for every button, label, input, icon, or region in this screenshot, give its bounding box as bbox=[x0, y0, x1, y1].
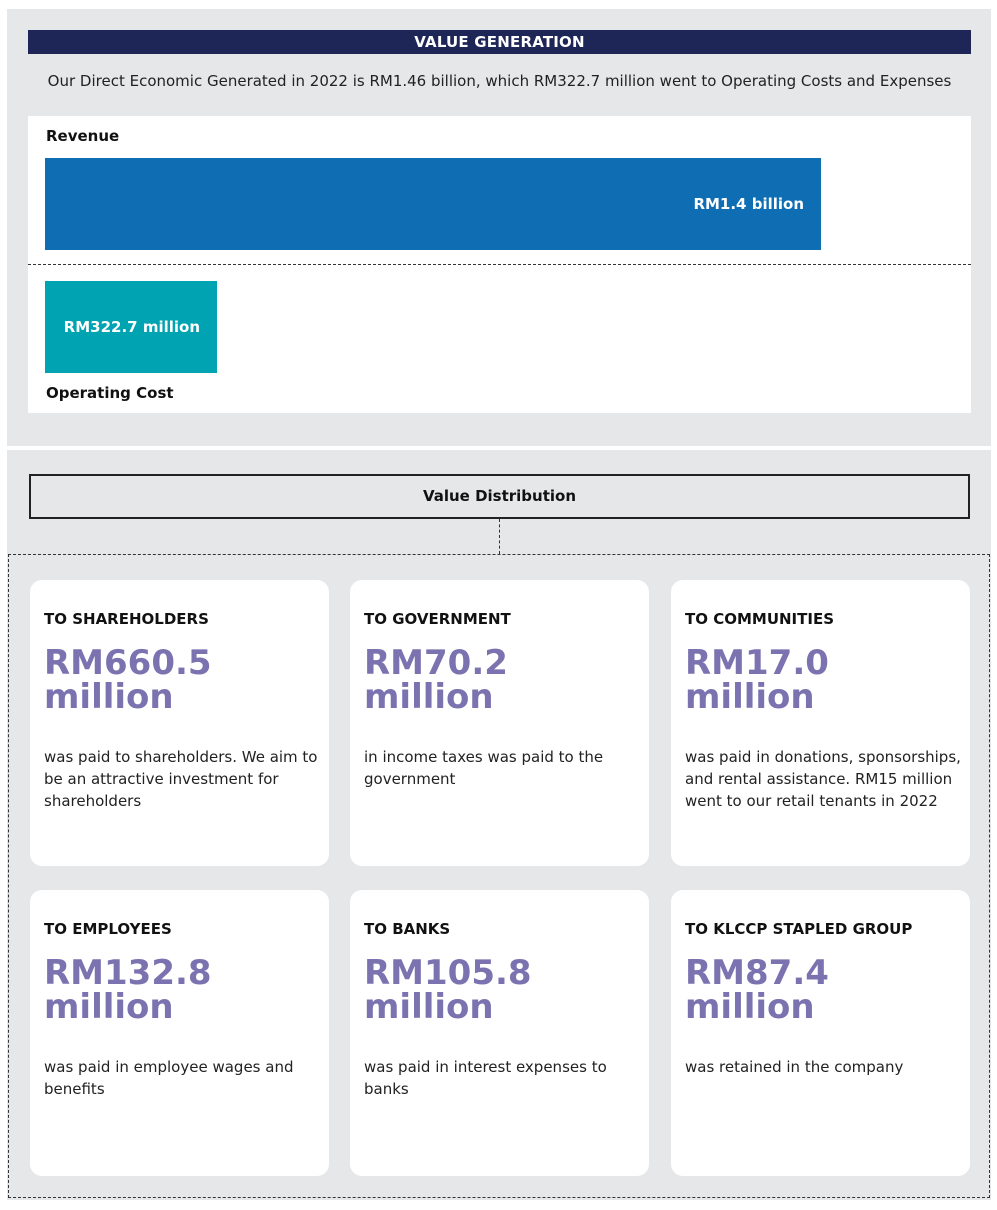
card-employees bbox=[30, 890, 329, 1176]
card-communities bbox=[671, 580, 970, 866]
amount-unit: million bbox=[364, 987, 494, 1027]
value-generation-intro: Our Direct Economic Generated in 2022 is RM1.46 billion, which RM322.7 million went to Operating Costs and Expenses bbox=[47, 72, 952, 90]
connector-line bbox=[499, 519, 500, 554]
amount-unit: million bbox=[685, 677, 815, 717]
value-generation-section bbox=[7, 9, 991, 446]
amount-unit: million bbox=[44, 677, 174, 717]
amount-unit: million bbox=[364, 677, 494, 717]
operating-cost-bar-value-label: RM322.7 million bbox=[63, 318, 200, 336]
card-description: was paid in interest expenses to banks bbox=[364, 1058, 607, 1098]
card-government bbox=[350, 580, 649, 866]
operating-cost-label: Operating Cost bbox=[46, 384, 174, 402]
operating-cost-bar bbox=[45, 281, 217, 373]
value-distribution-section bbox=[7, 450, 991, 1200]
value-distribution-title: Value Distribution bbox=[29, 474, 970, 519]
card-heading: TO KLCCP STAPLED GROUP bbox=[685, 920, 913, 938]
card-banks bbox=[350, 890, 649, 1176]
card-heading: TO GOVERNMENT bbox=[364, 610, 511, 628]
card-amount bbox=[364, 953, 644, 1027]
card-amount bbox=[685, 953, 965, 1027]
value-generation-header: VALUE GENERATION bbox=[28, 30, 971, 54]
amount-unit: million bbox=[44, 987, 174, 1027]
card-description: was paid in donations, sponsorships, and rental assistance. RM15 million went to our retail tenants in 2022 bbox=[685, 748, 961, 810]
value-generation-chart bbox=[28, 116, 971, 413]
chart-divider bbox=[28, 264, 971, 265]
card-klccp-stapled-group bbox=[671, 890, 970, 1176]
amount-unit: million bbox=[685, 987, 815, 1027]
card-amount bbox=[44, 643, 324, 717]
card-heading: TO BANKS bbox=[364, 920, 451, 938]
amount-value: RM132.8 bbox=[44, 953, 212, 993]
amount-value: RM70.2 bbox=[364, 643, 508, 683]
card-amount bbox=[364, 643, 644, 717]
card-shareholders bbox=[30, 580, 329, 866]
amount-value: RM660.5 bbox=[44, 643, 212, 683]
amount-value: RM105.8 bbox=[364, 953, 532, 993]
amount-value: RM87.4 bbox=[685, 953, 829, 993]
card-heading: TO EMPLOYEES bbox=[44, 920, 172, 938]
amount-value: RM17.0 bbox=[685, 643, 829, 683]
revenue-label: Revenue bbox=[46, 127, 120, 145]
card-heading: TO SHAREHOLDERS bbox=[44, 610, 209, 628]
card-heading: TO COMMUNITIES bbox=[685, 610, 834, 628]
distribution-cards-area bbox=[8, 554, 990, 1198]
revenue-bar-value-label: RM1.4 billion bbox=[693, 195, 804, 213]
card-amount bbox=[44, 953, 324, 1027]
card-amount bbox=[685, 643, 965, 717]
revenue-bar bbox=[45, 158, 821, 250]
card-description: was retained in the company bbox=[685, 1058, 904, 1076]
card-description: was paid in employee wages and benefits bbox=[44, 1058, 294, 1098]
card-description: was paid to shareholders. We aim to be an attractive investment for shareholders bbox=[44, 748, 318, 810]
card-description: in income taxes was paid to the government bbox=[364, 748, 604, 788]
